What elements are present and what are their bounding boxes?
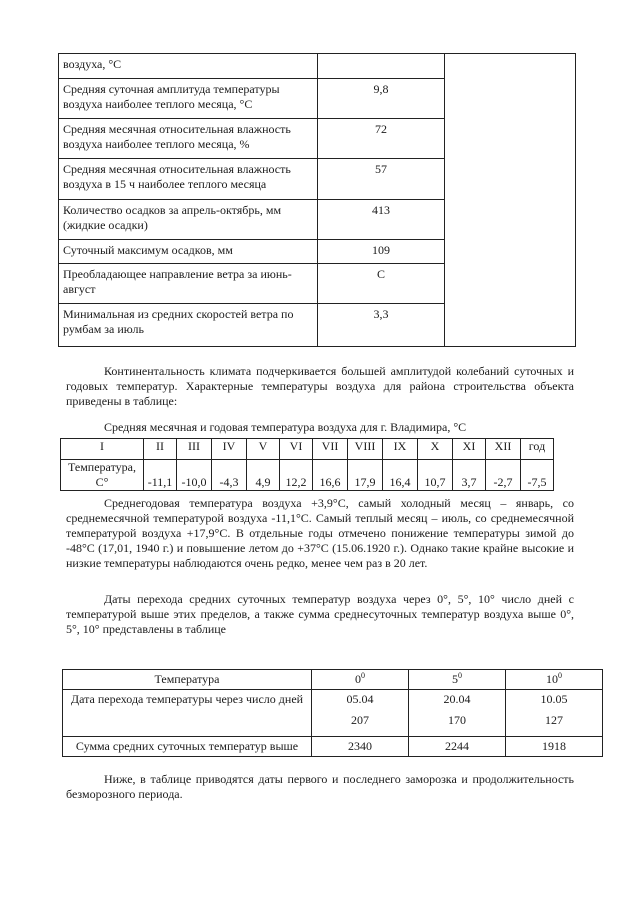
monthly-temperature-table <box>60 438 554 491</box>
transition-cell: 10.05 127 <box>506 690 603 737</box>
threshold-header: $0^0$ <box>312 670 409 690</box>
empty-cell <box>445 304 576 347</box>
value-cell: 57 <box>318 159 445 200</box>
value-cell: 72 <box>318 119 445 159</box>
param-cell: Количество осадков за апрель-октябрь, мм (жидкие осадки) <box>59 200 318 240</box>
empty-cell <box>445 79 576 119</box>
table-row <box>63 737 603 757</box>
temperature-cell: 17,9 <box>348 460 383 491</box>
value-cell: 3,3 <box>318 304 445 347</box>
transition-dates-paragraph: Даты перехода средних суточных температур воздуха через 0°, 5°, 10° число дней с температурой выше этих пределов, а также сумма среднесуточных температур воздуха выше 0°, 5°, 10° представлены в таблице <box>66 592 574 636</box>
table-row <box>63 690 603 737</box>
table-row <box>59 159 576 200</box>
temperature-cell: -4,3 <box>212 460 247 491</box>
transition-cell: 20.04 170 <box>409 690 506 737</box>
temperature-cell: -7,5 <box>521 460 554 491</box>
param-cell: Средняя суточная амплитуда температуры воздуха наиболее теплого месяца, °С <box>59 79 318 119</box>
table-row <box>59 79 576 119</box>
month-header: XII <box>486 439 521 460</box>
table-row <box>59 304 576 347</box>
temperature-cell: -10,0 <box>177 460 212 491</box>
month-header: II <box>144 439 177 460</box>
row-label: Сумма средних суточных температур выше <box>63 737 312 757</box>
month-header: XI <box>453 439 486 460</box>
frost-paragraph: Ниже, в таблице приводятся даты первого и последнего заморозка и продолжительность безморозного периода. <box>66 772 574 801</box>
temperature-cell: -11,1 <box>144 460 177 491</box>
table-row <box>59 54 576 79</box>
temperature-cell: -2,7 <box>486 460 521 491</box>
temperature-cell: 12,2 <box>280 460 313 491</box>
table-row <box>59 264 576 304</box>
empty-cell <box>445 159 576 200</box>
param-cell: Средняя месячная относительная влажность воздуха в 15 ч наиболее теплого месяца <box>59 159 318 200</box>
table-header-row <box>63 670 603 690</box>
value-cell: 9,8 <box>318 79 445 119</box>
value-cell: С <box>318 264 445 304</box>
value-cell <box>318 54 445 79</box>
table-row <box>59 119 576 159</box>
temperature-cell: 16,4 <box>383 460 418 491</box>
param-cell: Минимальная из средних скоростей ветра по румбам за июль <box>59 304 318 347</box>
transition-cell: 05.04 207 <box>312 690 409 737</box>
temperature-transition-table <box>62 669 603 757</box>
annual-temperature-paragraph: Среднегодовая температура воздуха +3,9°С, самый холодный месяц – январь, со среднемесячной температурой воздуха -11,1°С. Самый теплый месяц – июль, со среднемесячной температурой воздуха +17,9°С. В отдельные годы отмечено понижение температуры зимой до -48°С (17,01, 1940 г.) и повышение летом до +37°С (15.06.1920 г.). Однако такие крайне высокие и низкие температуры наблюдаются очень редко, менее чем раз в 20 лет. <box>66 496 574 570</box>
param-cell: Суточный максимум осадков, мм <box>59 240 318 264</box>
empty-cell <box>445 119 576 159</box>
temperature-header: Температура <box>63 670 312 690</box>
month-header: V <box>247 439 280 460</box>
table-header-row <box>61 439 554 460</box>
table-row <box>61 460 554 491</box>
climate-paragraph: Континентальность климата подчеркивается большей амплитудой колебаний суточных и годовых температур. Характерные температуры воздуха для района строительства объекта приведены в таблице: <box>66 364 574 408</box>
value-cell: 109 <box>318 240 445 264</box>
temperature-cell: 16,6 <box>313 460 348 491</box>
sum-cell: 2244 <box>409 737 506 757</box>
temperature-cell: 3,7 <box>453 460 486 491</box>
month-header: VI <box>280 439 313 460</box>
month-header: X <box>418 439 453 460</box>
table-row <box>59 200 576 240</box>
param-cell: Преобладающее направление ветра за июнь-август <box>59 264 318 304</box>
climate-parameters-table <box>58 53 576 347</box>
temperature-cell: 10,7 <box>418 460 453 491</box>
month-header: IX <box>383 439 418 460</box>
threshold-header: $5^0$ <box>409 670 506 690</box>
month-header: I <box>61 439 144 460</box>
empty-cell <box>445 54 576 79</box>
sum-cell: 1918 <box>506 737 603 757</box>
temperature-cell: 4,9 <box>247 460 280 491</box>
row-label: Дата перехода температуры через число дней <box>63 690 312 737</box>
threshold-header: $10^0$ <box>506 670 603 690</box>
empty-cell <box>445 240 576 264</box>
table-row <box>59 240 576 264</box>
sum-cell: 2340 <box>312 737 409 757</box>
param-cell: воздуха, °С <box>59 54 318 79</box>
month-header: VII <box>313 439 348 460</box>
param-cell: Средняя месячная относительная влажность воздуха наиболее теплого месяца, % <box>59 119 318 159</box>
table-caption: Средняя месячная и годовая температура воздуха для г. Владимира, °С <box>104 420 467 434</box>
month-header: VIII <box>348 439 383 460</box>
month-header: год <box>521 439 554 460</box>
row-label: Температура, С° <box>61 460 144 491</box>
empty-cell <box>445 200 576 240</box>
month-header: IV <box>212 439 247 460</box>
value-cell: 413 <box>318 200 445 240</box>
empty-cell <box>445 264 576 304</box>
month-header: III <box>177 439 212 460</box>
